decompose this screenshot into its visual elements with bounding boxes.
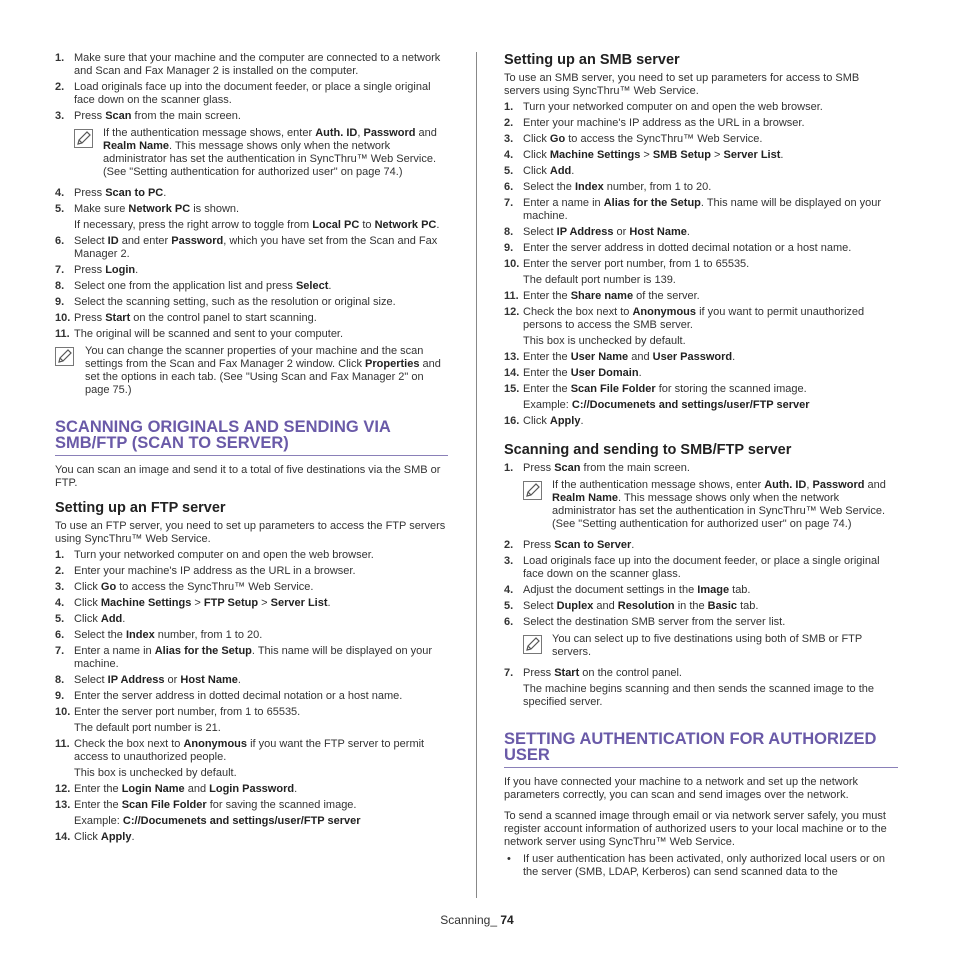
step-number: 12. (504, 306, 520, 318)
step-item (504, 290, 898, 303)
step-text: Make sure Network PC is shown. (74, 203, 240, 215)
step-text: Enter the Login Name and Login Password. (74, 783, 298, 795)
step-text: Enter a name in Alias for the Setup. This name will be displayed on your machine. (74, 645, 433, 670)
page-number: 74 (500, 913, 514, 927)
step-text: Enter the User Name and User Password. (523, 351, 736, 363)
step-text: Click Machine Settings > SMB Setup > Server List. (523, 149, 784, 161)
step-item (55, 280, 448, 293)
note-text: You can select up to five destinations using both of SMB or FTP servers. (552, 633, 863, 658)
step-number: 5. (504, 165, 514, 177)
auth-paragraph-1: If you have connected your machine to a network and set up the network parameters correctly, you can scan and send images over the network. (504, 776, 859, 801)
step-text: Make sure that your machine and the computer are connected to a network and Scan and Fax Manager 2 is installed on the computer. (74, 52, 441, 77)
step-number: 11. (55, 738, 70, 750)
step-text: Click Go to access the SyncThru™ Web Service. (74, 581, 314, 593)
step-item (504, 415, 898, 428)
step-number: 7. (504, 197, 514, 209)
step-text: Enter your machine's IP address as the URL in a browser. (74, 565, 356, 577)
step-item (55, 81, 448, 107)
note-pencil-icon (55, 347, 74, 366)
step-text: Load originals face up into the document feeder, or place a single original face down on the scanner glass. (523, 555, 880, 580)
step-text: Enter your machine's IP address as the URL in a browser. (523, 117, 805, 129)
step-subtext: If necessary, press the right arrow to toggle from Local PC to Network PC. (74, 219, 440, 231)
step-item (55, 203, 448, 216)
note-text: You can change the scanner properties of your machine and the scan settings from the Scan and Fax Manager 2 window. Click Properties and set the options in each tab. (See "Using Scan and Fax Manager 2" on page 75.) (85, 345, 441, 396)
step-item (55, 328, 448, 341)
step-number: 13. (55, 799, 71, 811)
step-number: 4. (504, 149, 514, 161)
step-item (55, 110, 448, 123)
step-number: 2. (504, 117, 514, 129)
step-item (504, 555, 898, 581)
step-text: Select the Index number, from 1 to 20. (523, 181, 712, 193)
step-text: Select IP Address or Host Name. (523, 226, 690, 238)
step-item (504, 226, 898, 239)
step-number: 5. (504, 600, 514, 612)
step-text: Press Scan from the main screen. (523, 462, 690, 474)
step-text: Select the scanning setting, such as the resolution or original size. (74, 296, 396, 308)
step-text: Enter the server address in dotted decimal notation or a host name. (523, 242, 852, 254)
step-item (55, 783, 448, 796)
step-text: Select Duplex and Resolution in the Basic tab. (523, 600, 759, 612)
step-number: 2. (55, 81, 65, 93)
step-list (55, 549, 448, 844)
step-text: Select ID and enter Password, which you have set from the Scan and Fax Manager 2. (74, 235, 438, 260)
step-item (504, 117, 898, 130)
step-item (55, 674, 448, 687)
step-subtext: The default port number is 139. (523, 274, 676, 286)
step-number: 1. (55, 52, 65, 64)
note-scanner-properties (55, 345, 448, 397)
left-column (55, 52, 448, 847)
note-pencil-icon (74, 129, 93, 148)
note-text: If the authentication message shows, enter Auth. ID, Password and Realm Name. This message shows only when the network administrator has set the authentication in SyncThru™ Web Service. (See "Setting authentication for authorized user" on page 74.) (552, 479, 886, 530)
note-auth-message (55, 127, 448, 179)
step-subtext: Example: C://Documenets and settings/user/FTP server (74, 815, 361, 827)
step-number: 1. (55, 549, 65, 561)
step-item (504, 242, 898, 255)
step-list (55, 52, 448, 123)
step-item (504, 181, 898, 194)
step-item (55, 312, 448, 325)
step-subtext: This box is unchecked by default. (523, 335, 686, 347)
step-list (504, 667, 898, 709)
step-number: 3. (55, 581, 65, 593)
note-auth-message (504, 479, 898, 531)
step-number: 10. (55, 312, 71, 324)
step-number: 7. (55, 264, 65, 276)
step-item (55, 549, 448, 562)
step-text: Press Scan from the main screen. (74, 110, 241, 122)
step-item (504, 197, 898, 223)
step-text: Click Apply. (74, 831, 135, 843)
step-subtext: This box is unchecked by default. (74, 767, 237, 779)
step-item (55, 629, 448, 642)
step-number: 6. (504, 181, 514, 193)
step-text: Check the box next to Anonymous if you want the FTP server to permit access to unauthorized people. (74, 738, 425, 763)
step-item (504, 258, 898, 271)
step-text: Enter the Scan File Folder for storing the scanned image. (523, 383, 807, 395)
step-text: Adjust the document settings in the Image tab. (523, 584, 751, 596)
step-number: 9. (55, 296, 65, 308)
step-number: 7. (504, 667, 514, 679)
step-item (55, 613, 448, 626)
step-text: Press Login. (74, 264, 139, 276)
step-item (55, 296, 448, 309)
step-text: Select the Index number, from 1 to 20. (74, 629, 263, 641)
section-heading-authentication: SETTING AUTHENTICATION FOR AUTHORIZED USER (504, 731, 898, 768)
step-number: 9. (504, 242, 514, 254)
footer-label: Scanning_ (440, 913, 497, 927)
step-number: 5. (55, 203, 65, 215)
bullet-text: If user authentication has been activated, only authorized local users or on the server (SMB, LDAP, Kerberos) can send scanned data to the (523, 853, 886, 878)
step-item (55, 235, 448, 261)
step-number: 10. (504, 258, 520, 270)
step-number: 9. (55, 690, 65, 702)
step-item (55, 264, 448, 277)
step-item (504, 306, 898, 332)
step-text: Turn your networked computer on and open the web browser. (523, 101, 823, 113)
step-item (55, 581, 448, 594)
auth-bullet (504, 853, 898, 879)
heading-smb-setup: Setting up an SMB server (504, 52, 680, 68)
step-item (504, 101, 898, 114)
step-item (504, 351, 898, 364)
step-item (504, 600, 898, 613)
step-number: 13. (504, 351, 520, 363)
step-number: 1. (504, 101, 514, 113)
step-number: 11. (55, 328, 70, 340)
heading-ftp-setup: Setting up an FTP server (55, 500, 226, 516)
note-five-destinations (504, 633, 898, 659)
step-text: Enter the server port number, from 1 to 65535. (523, 258, 750, 270)
step-item (504, 165, 898, 178)
auth-paragraph-2: To send a scanned image through email or via network server safely, you must register account information of authorized users to your local machine or to the network server using SyncThru™ Web Service. (504, 810, 887, 848)
step-item (55, 645, 448, 671)
step-number: 12. (55, 783, 71, 795)
step-number: 8. (55, 674, 65, 686)
step-item (504, 539, 898, 552)
step-text: Enter a name in Alias for the Setup. This name will be displayed on your machine. (523, 197, 882, 222)
step-number: 8. (55, 280, 65, 292)
step-item (504, 667, 898, 680)
step-number: 1. (504, 462, 514, 474)
step-text: Enter the Scan File Folder for saving the scanned image. (74, 799, 357, 811)
step-number: 4. (55, 597, 65, 609)
step-text: Click Add. (523, 165, 575, 177)
column-divider (476, 52, 477, 898)
step-text: Press Start on the control panel to start scanning. (74, 312, 317, 324)
step-text: Enter the server address in dotted decimal notation or a host name. (74, 690, 403, 702)
step-item (55, 831, 448, 844)
step-text: Select one from the application list and press Select. (74, 280, 332, 292)
step-number: 3. (504, 133, 514, 145)
heading-scan-send: Scanning and sending to SMB/FTP server (504, 442, 792, 458)
step-list (504, 539, 898, 629)
step-number: 5. (55, 613, 65, 625)
step-item (55, 597, 448, 610)
step-text: Select the destination SMB server from the server list. (523, 616, 786, 628)
step-item (55, 52, 448, 78)
step-text: The original will be scanned and sent to your computer. (74, 328, 344, 340)
step-text: Enter the Share name of the server. (523, 290, 700, 302)
step-text: Click Apply. (523, 415, 584, 427)
step-subtext: Example: C://Documenets and settings/user/FTP server (523, 399, 810, 411)
section-intro: You can scan an image and send it to a total of five destinations via the SMB or FTP. (55, 464, 441, 489)
step-text: Click Add. (74, 613, 126, 625)
bullet-dot: • (507, 853, 511, 865)
smb-intro: To use an SMB server, you need to set up parameters for access to SMB servers using SyncThru™ Web Service. (504, 72, 860, 97)
step-text: Click Go to access the SyncThru™ Web Service. (523, 133, 763, 145)
step-item (504, 462, 898, 475)
step-number: 16. (504, 415, 520, 427)
step-text: Enter the User Domain. (523, 367, 642, 379)
step-subtext: The machine begins scanning and then sends the scanned image to the specified server. (523, 683, 875, 708)
step-number: 3. (55, 110, 65, 122)
step-item (504, 616, 898, 629)
step-number: 6. (504, 616, 514, 628)
step-number: 2. (504, 539, 514, 551)
step-item (504, 367, 898, 380)
step-item (55, 565, 448, 578)
ftp-intro: To use an FTP server, you need to set up parameters to access the FTP servers using SyncThru™ Web Service. (55, 520, 446, 545)
step-list (55, 187, 448, 341)
step-number: 11. (504, 290, 519, 302)
step-number: 4. (55, 187, 65, 199)
step-text: Select IP Address or Host Name. (74, 674, 241, 686)
step-number: 2. (55, 565, 65, 577)
step-number: 7. (55, 645, 65, 657)
step-item (504, 149, 898, 162)
step-number: 14. (504, 367, 520, 379)
step-number: 14. (55, 831, 71, 843)
step-list (504, 462, 898, 475)
step-number: 8. (504, 226, 514, 238)
step-item (504, 584, 898, 597)
page-footer (0, 914, 954, 927)
step-item (55, 187, 448, 200)
step-number: 15. (504, 383, 520, 395)
step-item (55, 690, 448, 703)
step-list (504, 101, 898, 428)
step-item (55, 738, 448, 764)
step-text: Check the box next to Anonymous if you want to permit unauthorized persons to access the SMB server. (523, 306, 865, 331)
step-text: Press Scan to PC. (74, 187, 167, 199)
step-number: 4. (504, 584, 514, 596)
step-item (55, 706, 448, 719)
step-text: Press Scan to Server. (523, 539, 635, 551)
step-number: 10. (55, 706, 71, 718)
step-item (504, 133, 898, 146)
step-text: Load originals face up into the document feeder, or place a single original face down on the scanner glass. (74, 81, 431, 106)
step-subtext: The default port number is 21. (74, 722, 221, 734)
note-pencil-icon (523, 481, 542, 500)
step-text: Press Start on the control panel. (523, 667, 682, 679)
step-number: 6. (55, 235, 65, 247)
step-item (55, 799, 448, 812)
step-item (504, 383, 898, 396)
step-number: 3. (504, 555, 514, 567)
note-text: If the authentication message shows, enter Auth. ID, Password and Realm Name. This message shows only when the network administrator has set the authentication in SyncThru™ Web Service. (See "Setting authentication for authorized user" on page 74.) (103, 127, 437, 178)
note-pencil-icon (523, 635, 542, 654)
step-text: Enter the server port number, from 1 to 65535. (74, 706, 301, 718)
step-number: 6. (55, 629, 65, 641)
step-text: Turn your networked computer on and open the web browser. (74, 549, 374, 561)
step-text: Click Machine Settings > FTP Setup > Server List. (74, 597, 331, 609)
section-heading-scan-to-server: SCANNING ORIGINALS AND SENDING VIA SMB/FTP (SCAN TO SERVER) (55, 419, 448, 456)
right-column (504, 52, 898, 879)
